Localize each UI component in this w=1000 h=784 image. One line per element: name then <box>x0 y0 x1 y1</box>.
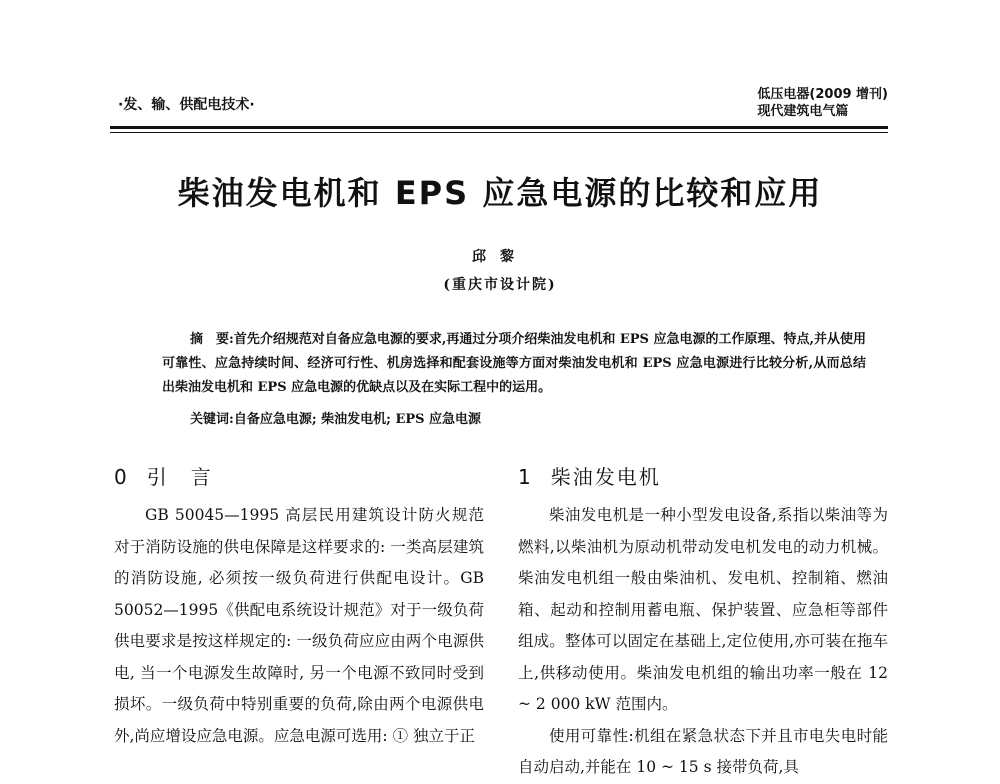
column-left <box>114 500 484 752</box>
section-heading-diesel <box>518 461 661 490</box>
paper-title: 柴油发电机和 EPS 应急电源的比较和应用 <box>177 174 823 212</box>
header-section-label: ·发、输、供配电技术· <box>118 97 255 113</box>
abstract-label: 摘 要: <box>190 332 234 347</box>
keywords-text: 自备应急电源; 柴油发电机; EPS 应急电源 <box>233 412 482 427</box>
journal-info <box>757 86 888 120</box>
author: 邱黎 <box>472 249 528 265</box>
abstract <box>162 328 866 400</box>
section-heading-intro <box>114 461 213 490</box>
affiliation: (重庆市设计院) <box>443 277 557 293</box>
section-number: 0 <box>114 465 129 489</box>
abstract-text: 首先介绍规范对自备应急电源的要求,再通过分项介绍柴油发电机和 EPS 应急电源的工作原理、特点,并从使用可靠性、应急持续时间、经济可行性、机房选择和配套设施等方面对柴油发电机和 EPS 应急电源进行比较分析,从而总结出柴油发电机和 EPS 应急电源的优缺点以及在实际工程中的运用。 <box>162 332 866 395</box>
journal-name: 低压电器(2009 增刊) <box>757 87 888 102</box>
keywords <box>190 408 481 427</box>
section-title: 引 言 <box>146 465 213 489</box>
section-number: 1 <box>518 465 533 489</box>
header-rule-thick <box>110 126 888 129</box>
column-right <box>518 500 888 784</box>
section-title: 柴油发电机 <box>550 465 661 489</box>
body-paragraph: GB 50045—1995 高层民用建筑设计防火规范对于消防设施的供电保障是这样要求的: 一类高层建筑的消防设施, 必须按一级负荷进行供配电设计。GB 50052—1995《供配电系统设计规范》对于一级负荷供电要求是按这样规定的: 一级负荷应应由两个电源供电, 当一个电源发生故障时, 另一个电源不致同时受到损坏。一级负荷中特别重要的负荷,除由两个电源供电外,尚应增设应急电源。应急电源可选用: ① 独立于正 <box>114 506 484 745</box>
body-paragraph: 柴油发电机是一种小型发电设备,系指以柴油等为燃料,以柴油机为原动机带动发电机发电的动力机械。柴油发电机组一般由柴油机、发电机、控制箱、燃油箱、起动和控制用蓄电瓶、保护装置、应急柜等部件组成。整体可以固定在基础上,定位使用,亦可装在拖车上,供移动使用。柴油发电机组的输出功率一般在 12 ~ 2 000 kW 范围内。 <box>518 506 888 713</box>
header-rule-thin <box>110 132 888 133</box>
body-paragraph: 使用可靠性:机组在紧急状态下并且市电失电时能自动启动,并能在 10 ~ 15 s 接带负荷,具 <box>518 726 888 776</box>
journal-subtitle: 现代建筑电气篇 <box>757 104 849 119</box>
keywords-label: 关键词: <box>190 412 234 427</box>
